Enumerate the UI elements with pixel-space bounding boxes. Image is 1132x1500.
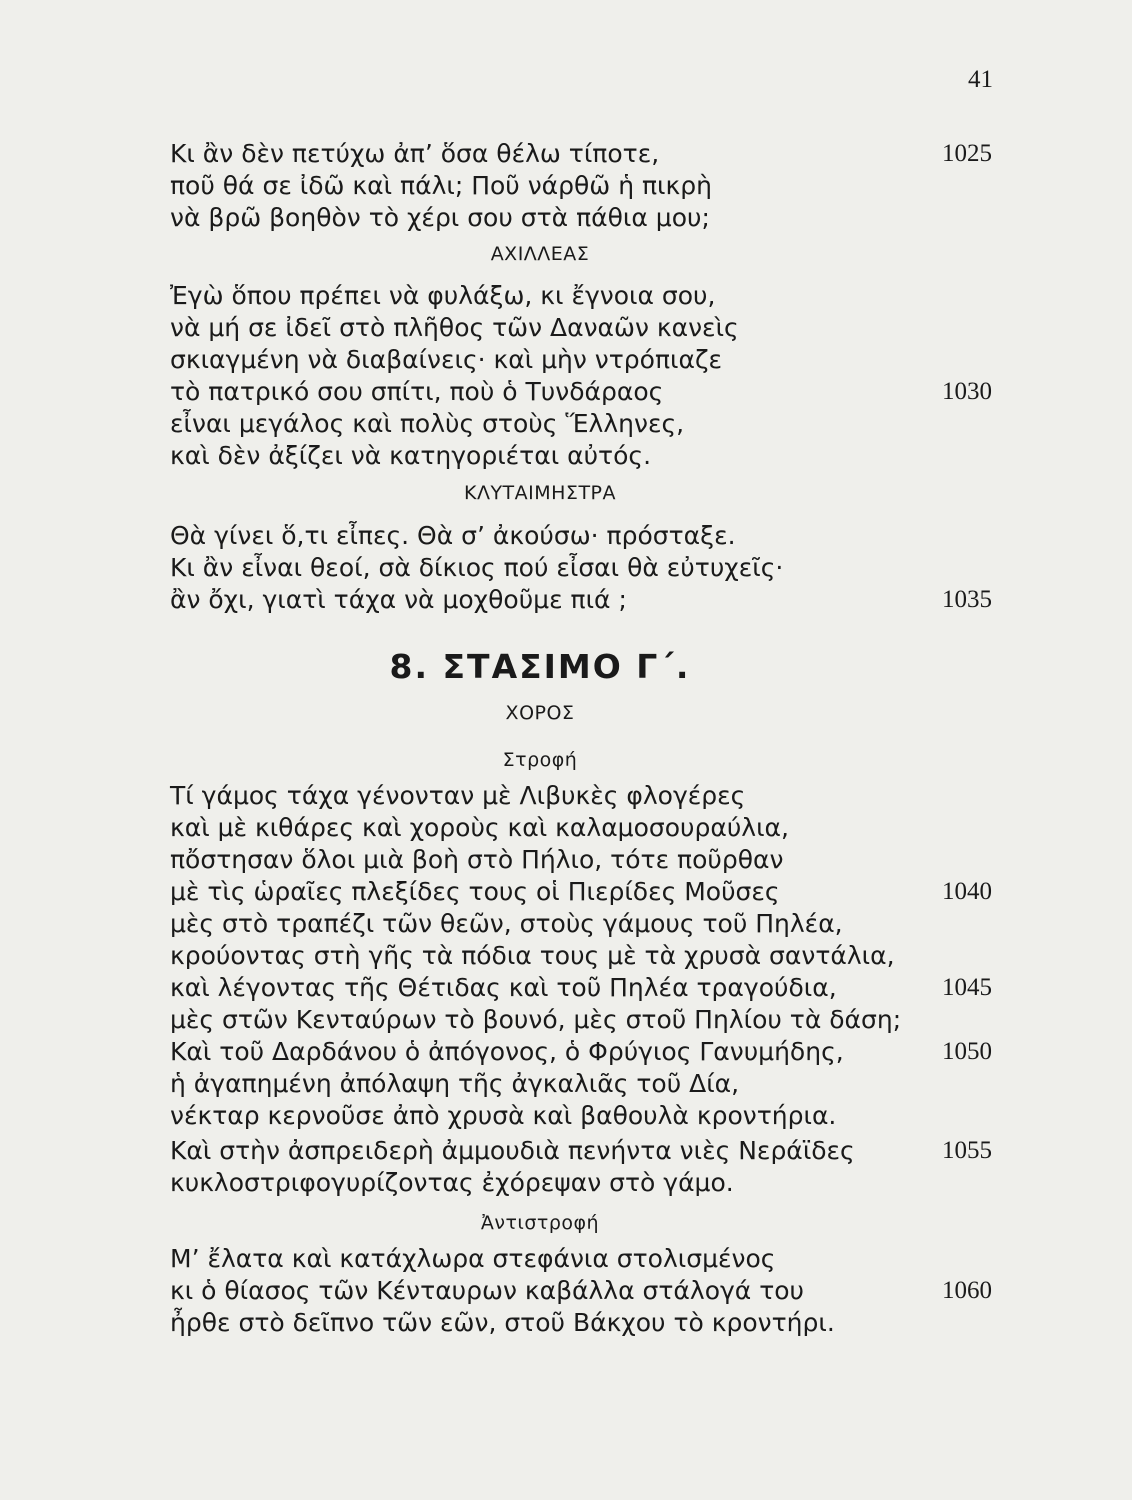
verse-line: νὰ βρῶ βοηθὸν τὸ χέρι σου στὰ πάθια μου;: [170, 203, 710, 232]
verse-line: ἡ ἀγαπημένη ἀπόλαψη τῆς ἀγκαλιᾶς τοῦ Δία,: [170, 1069, 740, 1098]
verse-line: Κι ἂν εἶναι θεοί, σὰ δίκιος πού εἶσαι θὰ εὐτυχεῖς·: [170, 553, 784, 582]
verse-line: Κι ἂν δὲν πετύχω ἀπ’ ὅσα θέλω τίποτε,: [170, 139, 660, 168]
page-number: 41: [968, 66, 993, 93]
line-number: 1045: [942, 974, 992, 1001]
line-number: 1035: [942, 586, 992, 613]
verse-line: ποῦ θά σε ἰδῶ καὶ πάλι; Ποῦ νάρθῶ ἡ πικρὴ: [170, 171, 712, 200]
verse-line: Τί γάμος τάχα γένονταν μὲ Λιβυκὲς φλογέρες: [170, 781, 746, 810]
verse-line: Μ’ ἔλατα καὶ κατάχλωρα στεφάνια στολισμένος: [170, 1244, 776, 1273]
line-number: 1050: [942, 1038, 992, 1065]
speaker-label: Στροφή: [502, 749, 578, 771]
verse-line: μὲ τὶς ὡραῖες πλεξίδες τους οἱ Πιερίδες Μοῦσες: [170, 877, 780, 906]
speaker-label: Ἀντιστροφή: [480, 1212, 600, 1234]
verse-line: καὶ λέγοντας τῆς Θέτιδας καὶ τοῦ Πηλέα τραγούδια,: [170, 973, 837, 1002]
verse-line: εἶναι μεγάλος καὶ πολὺς στοὺς Ἕλληνες,: [170, 409, 685, 438]
speaker-label: ΧΟΡΟΣ: [505, 702, 575, 724]
verse-line: νέκταρ κερνοῦσε ἀπὸ χρυσὰ καὶ βαθουλὰ κροντήρια.: [170, 1101, 837, 1130]
line-number: 1055: [942, 1137, 992, 1164]
verse-line: πὄστησαν ὅλοι μιὰ βοὴ στὸ Πήλιο, τότε ποῦρθαν: [170, 845, 784, 874]
speaker-label: ΚΛΥΤΑΙΜΗΣΤΡΑ: [463, 482, 617, 504]
speaker-label: ΑΧΙΛΛΕΑΣ: [490, 243, 590, 265]
verse-line: ἦρθε στὸ δεῖπνο τῶν εῶν, στοῦ Βάκχου τὸ κροντήρι.: [170, 1308, 835, 1337]
verse-line: μὲς στὸ τραπέζι τῶν θεῶν, στοὺς γάμους τοῦ Πηλέα,: [170, 909, 843, 938]
line-number: 1025: [942, 140, 992, 167]
verse-line: σκιαγμένη νὰ διαβαίνεις· καὶ μὴν ντρόπιαζε: [170, 345, 723, 374]
verse-line: Ἐγὼ ὅπου πρέπει νὰ φυλάξω, κι ἔγνοια σου,: [170, 281, 716, 310]
verse-line: τὸ πατρικό σου σπίτι, ποὺ ὁ Τυνδάραος: [170, 377, 664, 406]
verse-line: καὶ δὲν ἀξίζει νὰ κατηγοριέται αὐτός.: [170, 441, 652, 470]
verse-line: Καὶ τοῦ Δαρδάνου ὁ ἀπόγονος, ὁ Φρύγιος Γανυμήδης,: [170, 1037, 844, 1066]
verse-line: νὰ μή σε ἰδεῖ στὸ πλῆθος τῶν Δαναῶν κανεὶς: [170, 313, 739, 342]
line-number: 1060: [942, 1277, 992, 1304]
verse-line: καὶ μὲ κιθάρες καὶ χοροὺς καὶ καλαμοσουραύλια,: [170, 813, 789, 842]
verse-line: Καὶ στὴν ἀσπρειδερὴ ἀμμουδιὰ πενήντα νιὲς Νεράϊδες: [170, 1136, 855, 1165]
verse-line: κι ὁ θίασος τῶν Κένταυρων καβάλλα στάλογά του: [170, 1276, 805, 1305]
line-number: 1030: [942, 378, 992, 405]
section-heading: 8. ΣΤΑΣΙΜΟ Γ΄.: [389, 647, 691, 686]
verse-line: μὲς στῶν Κενταύρων τὸ βουνό, μὲς στοῦ Πηλίου τὰ δάση;: [170, 1005, 902, 1034]
verse-line: ἂν ὄχι, γιατὶ τάχα νὰ μοχθοῦμε πιά ;: [170, 585, 627, 614]
verse-line: Θὰ γίνει ὅ,τι εἶπες. Θὰ σ’ ἀκούσω· πρόσταξε.: [170, 521, 736, 550]
verse-line: κρούοντας στὴ γῆς τὰ πόδια τους μὲ τὰ χρυσὰ σαντάλια,: [170, 941, 895, 970]
line-number: 1040: [942, 878, 992, 905]
verse-line: κυκλοστριφογυρίζοντας ἐχόρεψαν στὸ γάμο.: [170, 1168, 734, 1197]
